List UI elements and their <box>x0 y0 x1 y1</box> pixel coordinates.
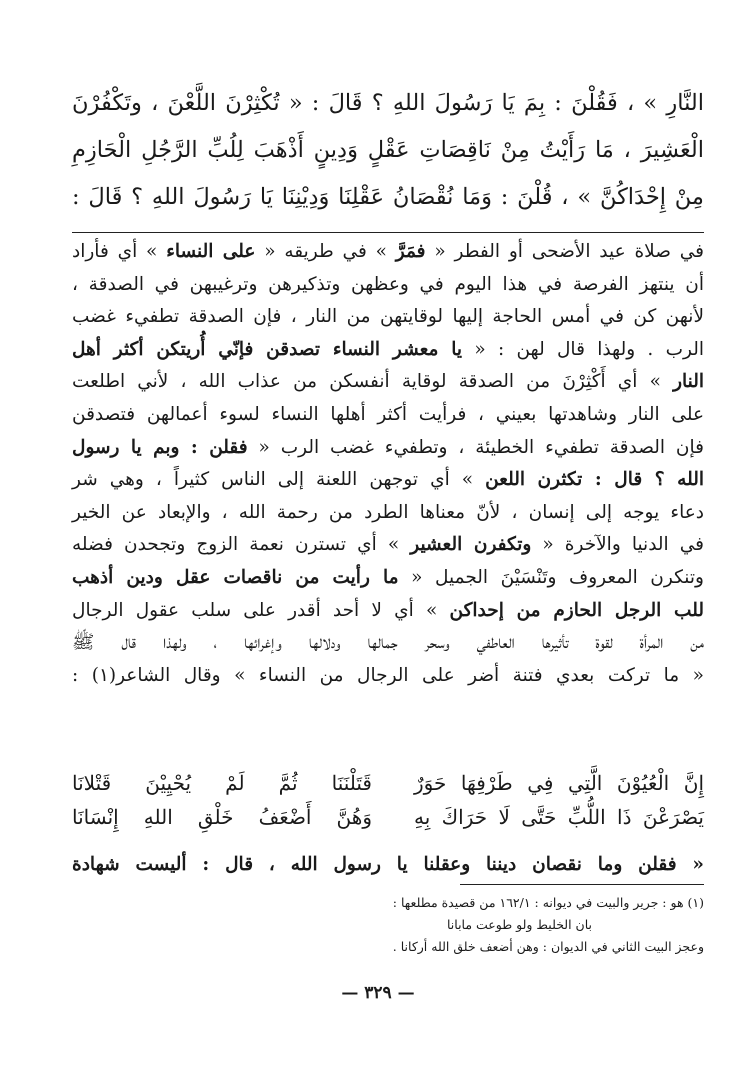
quoted-hadith-phrase: الله ؟ قال : تكثرن اللعن <box>485 469 704 491</box>
verse-first-hemistich: يَصْرَعْنَ ذَا اللُّبِّ حَتَّى لَا حَرَاكَ بِهِ <box>414 805 704 829</box>
commentary-line <box>72 334 704 367</box>
footnote-divider <box>460 884 704 885</box>
poem-verse <box>72 766 704 800</box>
quoted-hadith-phrase: النار <box>673 371 704 393</box>
commentary-segment: من المرأة لقوة تأثيرها العاطفي وسحر جمالها ودلالها وإغرائها ، ولهذا قال ﷺ <box>72 632 704 654</box>
commentary-segment: في صلاة عيد الأضحى أو الفطر « <box>425 241 704 262</box>
commentary-line <box>72 529 704 562</box>
commentary-segment: » أي أَكْثِرْنَ من الصدقة لوقاية أنفسكن من عذاب الله ، لأني اطلعت <box>72 371 674 393</box>
commentary-line <box>72 269 704 302</box>
commentary-line <box>72 595 704 628</box>
hadith-text <box>72 80 704 221</box>
quoted-hadith-phrase: على النساء <box>166 241 256 262</box>
commentary-line <box>72 497 704 530</box>
commentary-segment: في الدنيا والآخرة « <box>531 534 705 556</box>
hadith-line: الْعَشِيرَ ، مَا رَأَيْتُ مِنْ نَاقِصَاتِ عَقْلٍ وَدِينٍ أَذْهَبَ لِلُبِّ الرَّجُلِ الْحَازِمِ <box>72 137 704 163</box>
commentary-segment: أن ينتهز الفرصة في هذا اليوم في وعظهن وتذكيرهن وترغيبهن في الصدقة ، <box>72 273 704 295</box>
commentary-line <box>72 627 704 660</box>
quoted-hadith-phrase: وتكفرن العشير <box>410 534 532 556</box>
commentary-segment: الرب . ولهذا قال لهن : « <box>462 338 704 360</box>
commentary-line <box>72 366 704 399</box>
commentary-line <box>72 464 704 497</box>
quoted-hadith-phrase: يا معشر النساء تصدقن فإنّي أُريتكن أكثر أهل <box>72 338 463 360</box>
commentary-segment: وتنكرن المعروف وتَنْسَيْنَ الجميل « <box>398 566 704 588</box>
commentary-segment: » أي تسترن نعمة الزوج وتجحدن فضله <box>72 534 411 556</box>
hadith-continuation: « فقلن وما نقصان ديننا وعقلنا يا رسول الله ، قال : أليست شهادة <box>72 854 704 875</box>
commentary-segment: » أي لا أحد أقدر على سلب عقول الرجال <box>72 599 450 621</box>
poem-verse <box>72 800 704 834</box>
commentary-segment: » أي توجهن اللعنة إلى الناس كثيراً ، وهي شر <box>72 469 486 491</box>
commentary-segment: » في طريقه « <box>255 241 396 262</box>
commentary-text <box>72 236 704 692</box>
commentary-line <box>72 236 704 269</box>
commentary-segment: فإن الصدقة تطفيء الخطيئة ، وتطفيء غضب الرب « <box>247 436 704 458</box>
footnotes <box>72 892 704 958</box>
commentary-segment: لأنهن كن في أمس الحاجة إليها لوقايتهن من النار ، فإن الصدقة تطفيء غضب <box>72 306 704 328</box>
quoted-hadith-phrase: فمَرَّ <box>395 241 426 262</box>
verse-second-hemistich: وَهُنَّ أَضْعَفُ خَلْقِ اللهِ إِنْسَانَا <box>72 805 372 829</box>
quoted-hadith-phrase: ما رأيت من ناقصات عقل ودين أذهب <box>72 566 399 588</box>
commentary-segment: على النار وشاهدتها بعيني ، فرأيت أكثر أهلها النساء لسوء أعمالهن فتصدقن <box>72 403 704 425</box>
hadith-divider <box>72 232 704 233</box>
hadith-line: النَّارِ » ، فَقُلْنَ : بِمَ يَا رَسُولَ اللهِ ؟ قَالَ : « تُكْثِرْنَ اللَّعْنَ ، وتَكْفُرْنَ <box>72 90 704 116</box>
commentary-line <box>72 399 704 432</box>
footnote-line: وعجز البيت الثاني في الديوان : وهن أضعف خلق الله أركانا . <box>392 939 704 954</box>
hadith-line: مِنْ إِحْدَاكُنَّ » ، قُلْنَ : وَمَا نُقْصَانُ عَقْلِنَا وَدِيْنِنَا يَا رَسُولَ اللهِ ؟ قَالَ : <box>72 184 704 210</box>
page-number: — ٣٢٩ — <box>341 983 415 1003</box>
quoted-hadith-phrase: فقلن : وبم يا رسول <box>72 436 248 458</box>
commentary-line <box>72 301 704 334</box>
verse-second-hemistich: قَتَلْنَنَا ثُمَّ لَمْ يُحْيِيْنَ قَتْلانَا <box>72 771 372 795</box>
commentary-line <box>72 432 704 465</box>
verse-first-hemistich: إِنَّ الْعُيُوْنَ الَّتِي فِي طَرْفِهَا حَوَرٌ <box>414 771 704 795</box>
quoted-hadith-phrase: للب الرجل الحازم من إحداكن <box>449 599 704 621</box>
commentary-line <box>72 562 704 595</box>
commentary-segment: دعاء يوجه إلى إنسان ، لأنّ معناها الطرد من رحمة الله ، والإبعاد عن الخير <box>72 501 704 523</box>
commentary-line <box>72 660 704 693</box>
commentary-segment: » أي فأراد <box>72 241 167 262</box>
footnote-verse: بان الخليط ولو طوعت مابانا <box>446 917 592 932</box>
footnote-line: (١) هو : جرير والبيت في ديوانه : ١٦٢/١ من قصيدة مطلعها : <box>392 895 704 910</box>
commentary-segment: « ما تركت بعدي فتنة أضر على الرجال من النساء » وقال الشاعر(١) : <box>72 664 704 686</box>
poem <box>72 766 704 834</box>
